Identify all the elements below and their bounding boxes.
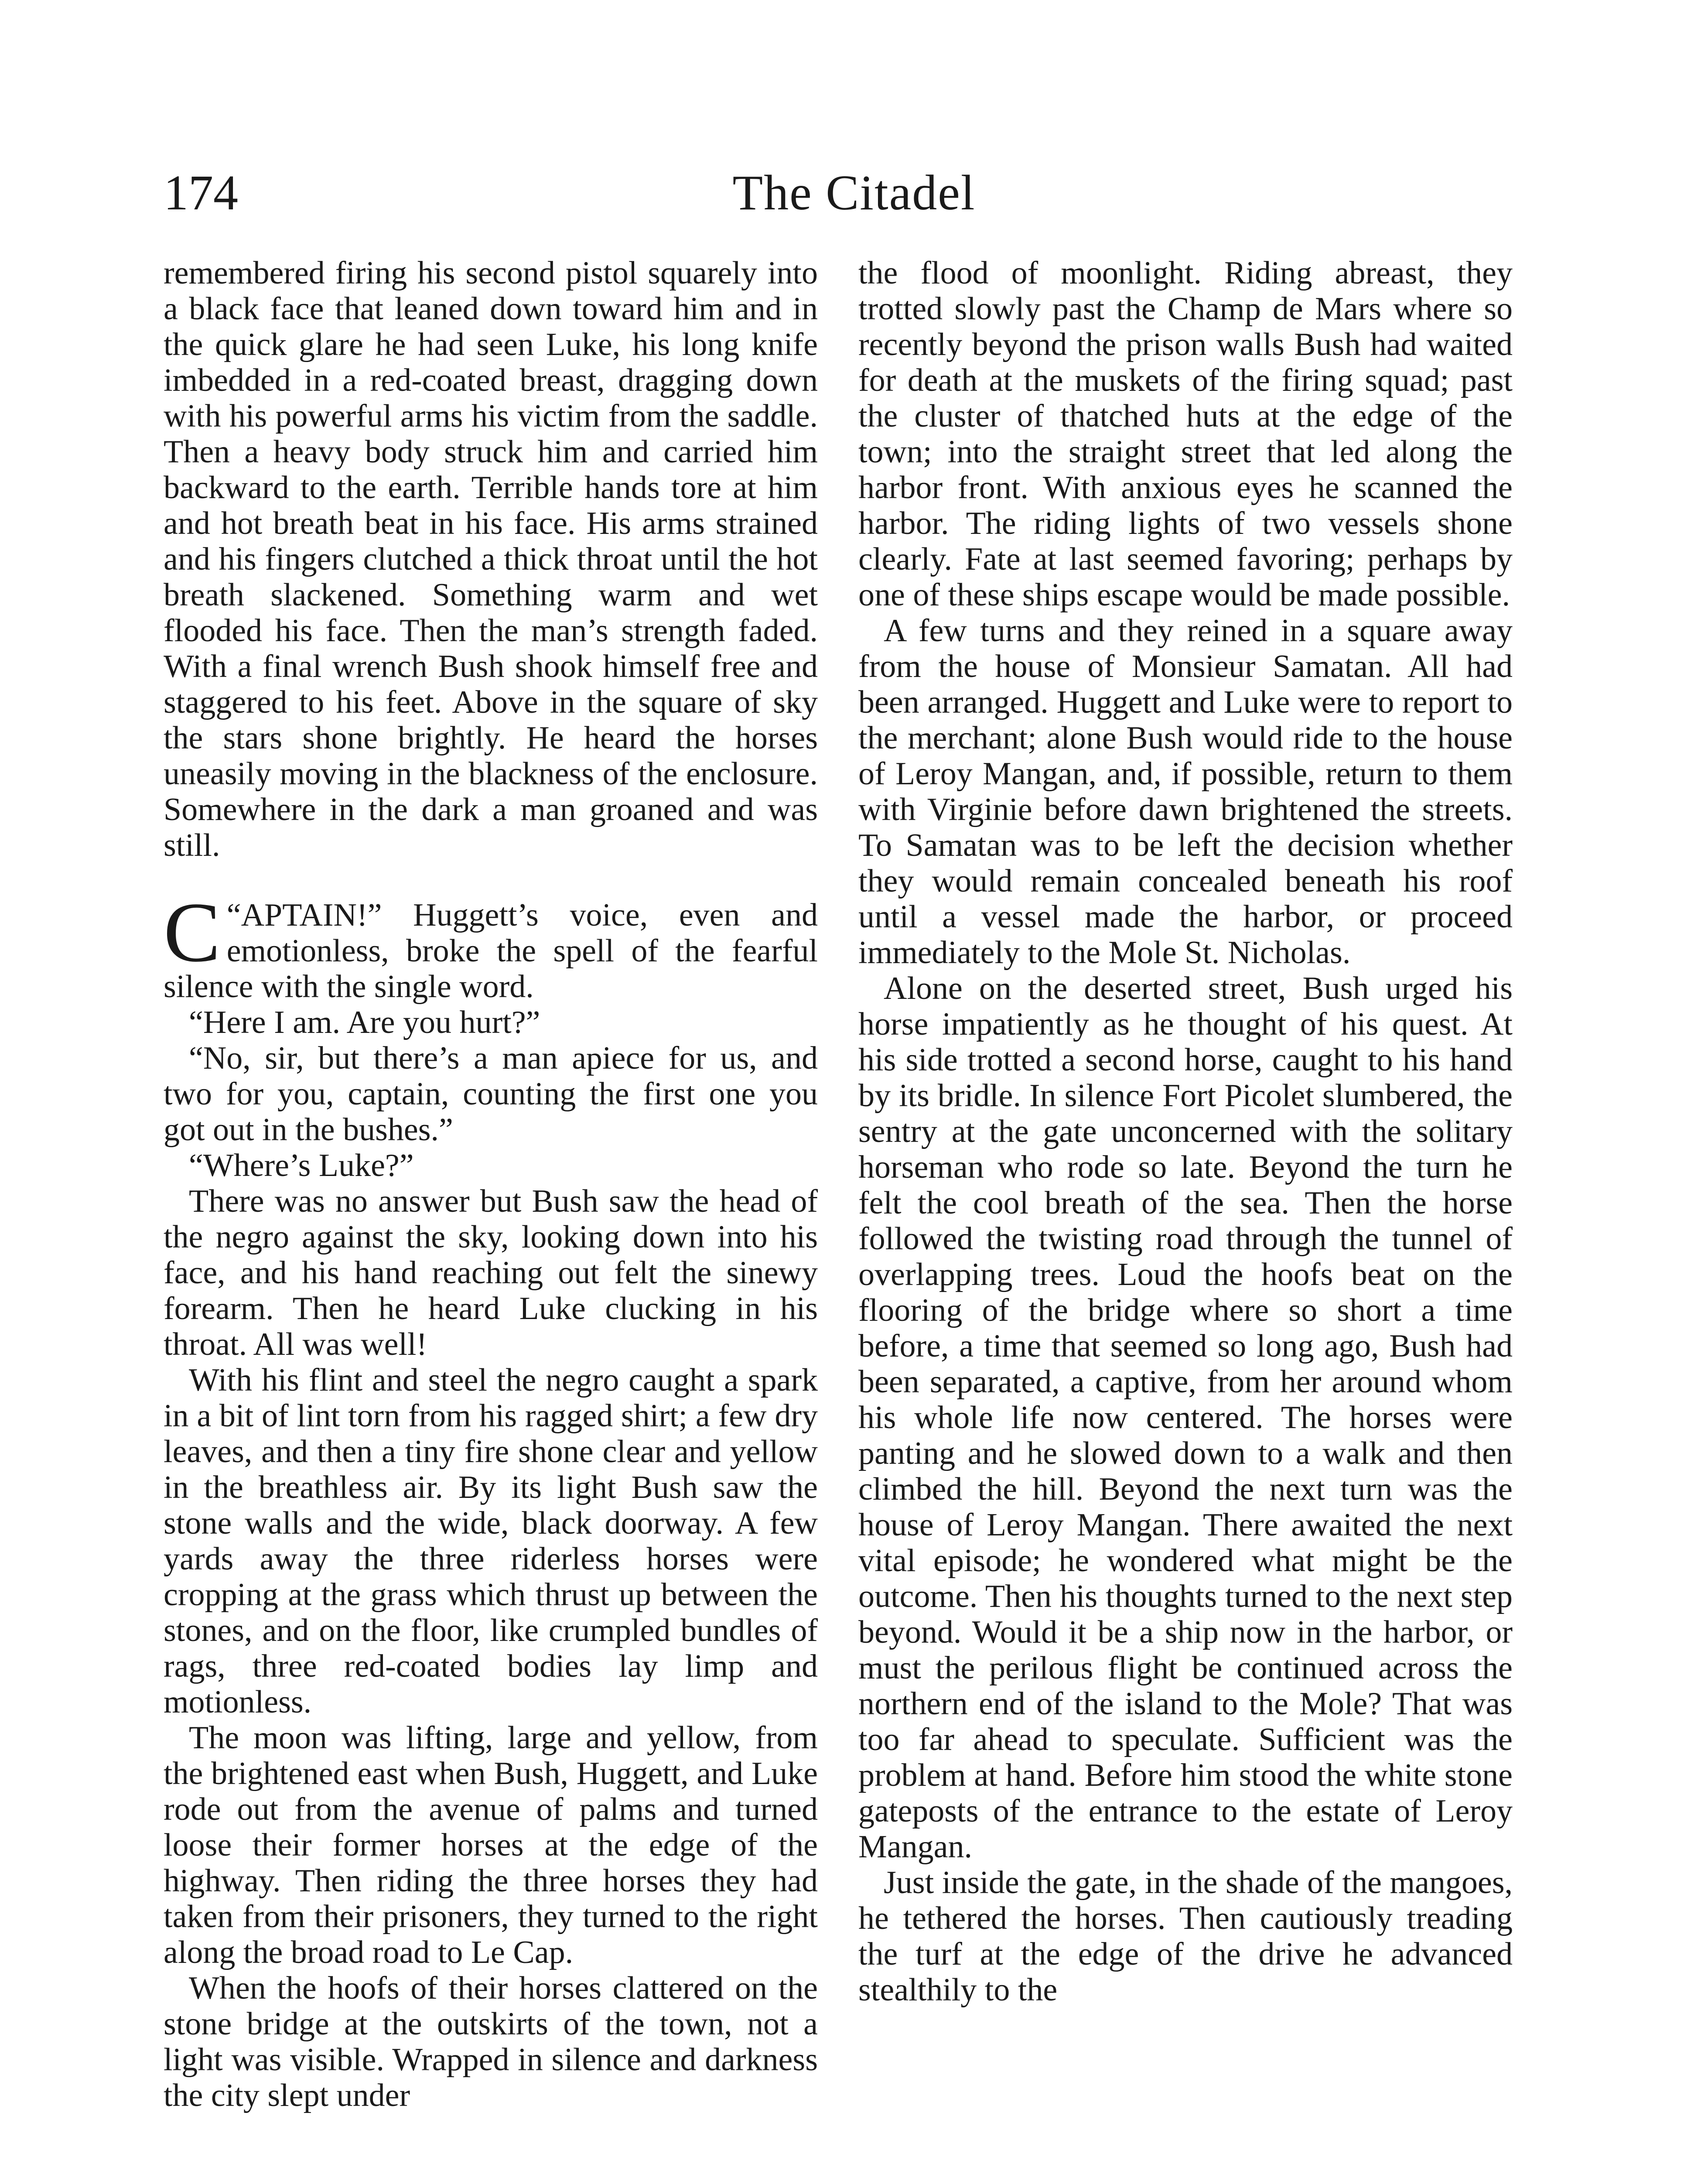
section-opening-paragraph xyxy=(164,885,818,1005)
right-column xyxy=(858,255,1513,2181)
paragraph: “Here I am. Are you hurt?” xyxy=(189,1005,540,1040)
paragraph: Just inside the gate, in the shade of the mangoes, he tethered the horses. Then cautiously treading the turf at the edge of the drive he advanced stealthily to the xyxy=(858,1865,1513,2008)
paragraph: The moon was lifting, large and yellow, from the brightened east when Bush, Huggett, and Luke rode out from the avenue of palms and turned loose their former horses at the edge of the highway. Then riding the three horses they had taken from their prisoners, they turned to the right along the broad road to Le Cap. xyxy=(164,1720,818,1970)
paragraph: With his flint and steel the negro caught a spark in a bit of lint torn from his ragged shirt; a few dry leaves, and then a tiny fire shone clear and yellow in the breathless air. By its light Bush saw the stone walls and the wide, black doorway. A few yards away the three riderless horses were cropping at the grass which thrust up between the stones, and on the floor, like crumpled bundles of rags, three red-coated bodies lay limp and motionless. xyxy=(164,1362,818,1720)
paragraph: A few turns and they reined in a square away from the house of Monsieur Samatan. All had been arranged. Huggett and Luke were to report to the merchant; alone Bush would ride to the house of Leroy Mangan, and, if possible, return to them with Virginie before dawn brightened the streets. To Samatan was to be left the decision whether they would remain concealed beneath his roof until a vessel made the harbor, or proceed immediately to the Mole St. Nicholas. xyxy=(858,613,1513,971)
opening-quote: “ xyxy=(226,897,241,933)
paragraph: remembered firing his second pistol squarely into a black face that leaned down toward him and in the quick glare he had seen Luke, his long knife imbedded in a red-coated breast, dragging down with his powerful arms his victim from the saddle. Then a heavy body struck him and carried him backward to the earth. Terrible hands tore at him and hot breath beat in his face. His arms strained and his fingers clutched a thick throat until the hot breath slackened. Something warm and wet flooded his face. Then the man’s strength faded. With a final wrench Bush shook himself free and staggered to his feet. Above in the square of sky the stars shone brightly. He heard the horses uneasily moving in the blackness of the enclosure. Somewhere in the dark a man groaned and was still. xyxy=(164,255,818,863)
section-opening-text: APTAIN!” Huggett’s voice, even and emotionless, broke the spell of the fearful silence with the single word. xyxy=(164,897,818,1005)
left-column xyxy=(164,255,818,2181)
paragraph: the flood of moonlight. Riding abreast, they trotted slowly past the Champ de Mars where so recently beyond the prison walls Bush had waited for death at the muskets of the firing squad; past the cluster of thatched huts at the edge of the town; into the straight street that led along the harbor front. With anxious eyes he scanned the harbor. The riding lights of two vessels shone clearly. Fate at last seemed favoring; perhaps by one of these ships escape would be made possible. xyxy=(858,255,1513,613)
page-number: 174 xyxy=(164,165,238,220)
paragraph: There was no answer but Bush saw the head of the negro against the sky, looking down into his face, and his hand reaching out felt the sinewy forearm. Then he heard Luke clucking in his throat. All was well! xyxy=(164,1183,818,1362)
page-header xyxy=(0,162,1708,223)
running-title: The Citadel xyxy=(732,165,976,220)
paragraph: “No, sir, but there’s a man apiece for us, and two for you, captain, counting the first one you got out in the bushes.” xyxy=(164,1040,818,1148)
paragraph: “Where’s Luke?” xyxy=(189,1148,414,1183)
paragraph: Alone on the deserted street, Bush urged his horse impatiently as he thought of his quest. At his side trotted a second horse, caught to his hand by its bridle. In silence Fort Picolet slumbered, the sentry at the gate unconcerned with the solitary horseman who rode so late. Beyond the turn he felt the cool breath of the sea. Then the horse followed the twisting road through the tunnel of overlapping trees. Loud the hoofs beat on the flooring of the bridge where so short a time before, a time that seemed so long ago, Bush had been separated, a captive, from her around whom his whole life now centered. The horses were panting and he slowed down to a walk and then climbed the hill. Beyond the next turn was the house of Leroy Mangan. There awaited the next vital episode; he wondered what might be the outcome. Then his thoughts turned to the next step beyond. Would it be a ship now in the harbor, or must the perilous flight be continued across the northern end of the island to the Mole? That was too far ahead to speculate. Sufficient was the problem at hand. Before him stood the white stone gateposts of the entrance to the estate of Leroy Mangan. xyxy=(858,971,1513,1865)
paragraph: When the hoofs of their horses clattered on the stone bridge at the outskirts of the town, not a light was visible. Wrapped in silence and darkness the city slept under xyxy=(164,1970,818,2113)
drop-cap: C xyxy=(164,885,221,980)
